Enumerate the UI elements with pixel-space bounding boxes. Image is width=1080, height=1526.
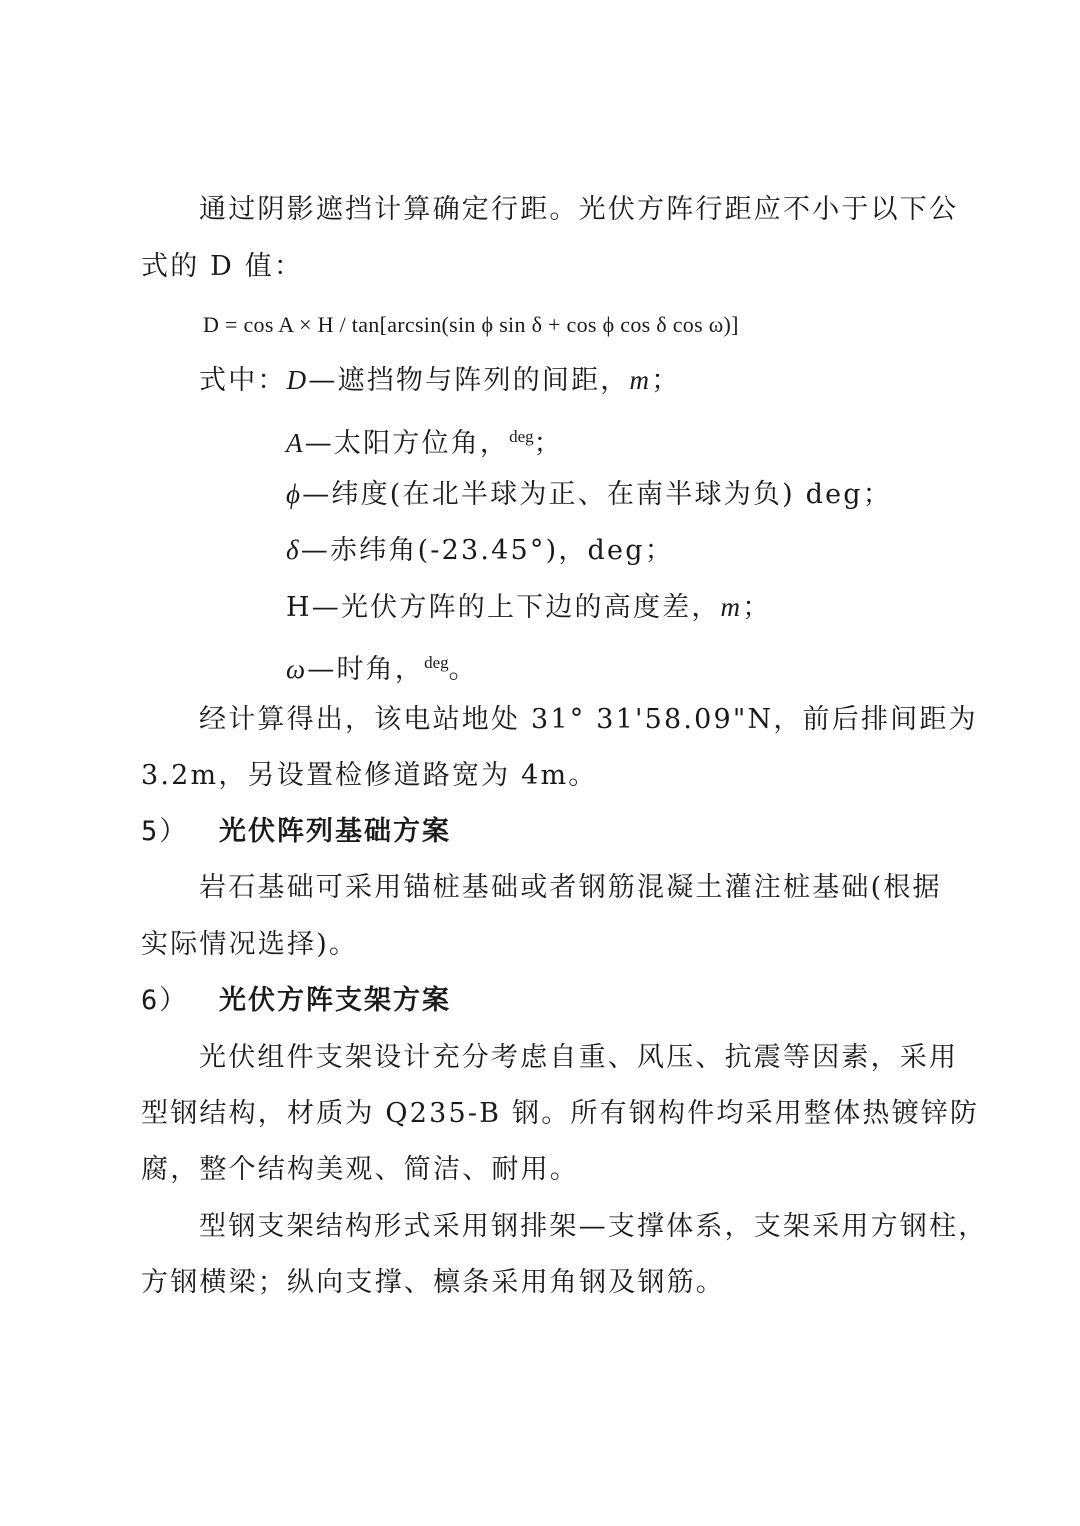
section-heading-6 bbox=[141, 981, 451, 1021]
intro-line-2: 式的 D 值： bbox=[141, 251, 304, 282]
definition-phi-text: —纬度(在北半球为正、在南半球为负) deg； bbox=[302, 479, 892, 510]
section-number-5: 5） bbox=[141, 816, 189, 847]
definition-D-text: —遮挡物与阵列的间距， bbox=[308, 365, 630, 396]
symbol-D: D bbox=[286, 365, 309, 395]
section-title-6: 光伏方阵支架方案 bbox=[219, 985, 451, 1016]
section5-line-1: 岩石基础可采用锚桩基础或者钢筋混凝土灌注桩基础(根据 bbox=[199, 872, 942, 903]
symbol-phi: ϕ bbox=[286, 479, 303, 509]
definition-D-end: ； bbox=[651, 365, 681, 396]
section-number-6: 6） bbox=[141, 985, 189, 1016]
symbol-A: A bbox=[286, 428, 305, 458]
section6a-line-3: 腐，整个结构美观、简洁、耐用。 bbox=[141, 1154, 579, 1185]
intro-line-1: 通过阴影遮挡计算确定行距。光伏方阵行距应不小于以下公 bbox=[199, 194, 959, 225]
unit-m-H: m bbox=[720, 592, 743, 622]
unit-m: m bbox=[629, 365, 652, 395]
definition-H bbox=[286, 587, 771, 627]
definition-A-end: ； bbox=[533, 428, 563, 459]
definition-omega bbox=[286, 643, 478, 683]
symbol-omega: ω bbox=[286, 654, 308, 684]
definition-A-text: —太阳方位角， bbox=[304, 428, 510, 459]
calc-line-1: 经计算得出，该电站地处 31° 31'58.09"N，前后排间距为 bbox=[199, 704, 978, 735]
section6a-line-2: 型钢结构，材质为 Q235-B 钢。所有钢构件均采用整体热镀锌防 bbox=[141, 1098, 980, 1129]
definition-omega-text: —时角， bbox=[307, 654, 425, 685]
unit-deg-omega: deg bbox=[424, 653, 449, 672]
section6b-line-1: 型钢支架结构形式采用钢排架—支撑体系，支架采用方钢柱， bbox=[199, 1211, 988, 1242]
definition-D bbox=[199, 360, 680, 400]
definition-omega-end: 。 bbox=[448, 654, 478, 685]
section-heading-5 bbox=[141, 812, 451, 852]
section-title-5: 光伏阵列基础方案 bbox=[219, 816, 451, 847]
calc-line-2: 3.2m，另设置检修道路宽为 4m。 bbox=[141, 760, 598, 791]
section6b-line-2: 方钢横梁；纵向支撑、檩条采用角钢及钢筋。 bbox=[141, 1267, 725, 1298]
definition-H-end: ； bbox=[742, 592, 772, 623]
spacing-formula: D = cos A × H / tan[arcsin(sin ϕ sin δ + cos ϕ cos δ cos ω)] bbox=[203, 312, 739, 337]
unit-deg: deg bbox=[509, 427, 534, 446]
section6a-line-1: 光伏组件支架设计充分考虑自重、风压、抗震等因素，采用 bbox=[199, 1042, 959, 1073]
definition-delta bbox=[286, 530, 674, 570]
definition-delta-text: —赤纬角(-23.45°)，deg； bbox=[300, 535, 674, 566]
definition-H-text: H—光伏方阵的上下边的高度差， bbox=[286, 592, 721, 623]
definition-A bbox=[286, 417, 563, 457]
symbol-delta: δ bbox=[286, 535, 301, 565]
section5-line-2: 实际情况选择)。 bbox=[141, 929, 359, 960]
where-prefix: 式中： bbox=[199, 365, 287, 396]
definition-phi bbox=[286, 474, 892, 514]
